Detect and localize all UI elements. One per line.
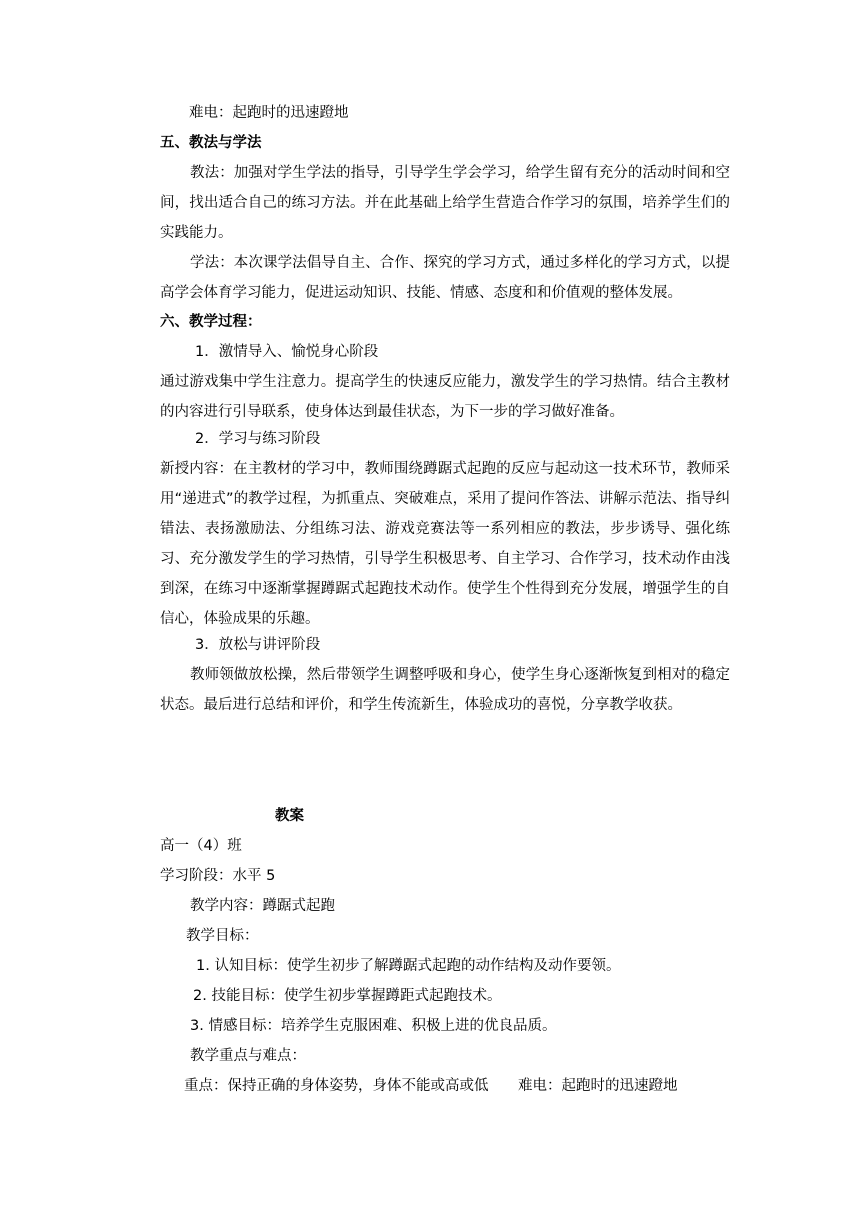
- goal-emotional: 3. 情感目标：培养学生克服困难、积极上进的优良品质。: [190, 1018, 557, 1034]
- lesson-plan-title: 教案: [275, 808, 304, 824]
- class-line: 高一（4）班: [160, 838, 242, 854]
- section-heading-teaching-process: 六、教学过程：: [160, 314, 262, 330]
- keypoints-heading: 教学重点与难点：: [190, 1048, 306, 1064]
- goal-cognitive: 1. 认知目标：使学生初步了解蹲踞式起跑的动作结构及动作要领。: [196, 958, 621, 974]
- learning-method-paragraph: 学法：本次课学法倡导自主、合作、探究的学习方式，通过多样化的学习方式，以提高学会体育学习能力，促进运动知识、技能、情感、态度和和价值观的整体发展。: [160, 255, 730, 301]
- section-heading-teaching-methods: 五、教法与学法: [160, 135, 262, 151]
- stage-2-paragraph: 新授内容：在主教材的学习中，教师围绕蹲踞式起跑的反应与起动这一技术环节，教师采用“递进式”的教学过程，为抓重点、突破难点，采用了提问作答法、讲解示范法、指导纠错法、表扬激励法、分组练习法、游戏竞赛法等一系列相应的教法，步步诱导、强化练习、充分激发学生的学习热情，引导学生积极思考、自主学习、合作学习，技术动作由浅到深，在练习中逐渐掌握蹲踞式起跑技术动作。使学生个性得到充分发展，增强学生的自信心，体验成果的乐趣。: [160, 461, 730, 627]
- goal-skill: 2. 技能目标：使学生初步掌握蹲距式起跑技术。: [193, 988, 502, 1004]
- stage-1-paragraph: 通过游戏集中学生注意力。提高学生的快速反应能力，激发学生的学习热情。结合主教材的内容进行引导联系，使身体达到最佳状态，为下一步的学习做好准备。: [160, 374, 730, 420]
- keypoint-line: 重点：保持正确的身体姿势，身体不能或高或低: [184, 1078, 489, 1094]
- stage-2-title: 2．学习与练习阶段: [195, 431, 321, 447]
- teaching-method-paragraph: 教法：加强对学生学法的指导，引导学生学会学习，给学生留有充分的活动时间和空间，找出适合自己的练习方法。并在此基础上给学生营造合作学习的氛围，培养学生们的实践能力。: [160, 165, 730, 241]
- stage-3-title: 3．放松与讲评阶段: [195, 637, 321, 653]
- teaching-goals-heading: 教学目标：: [186, 928, 259, 944]
- difficulty-line-2: 难电：起跑时的迅速蹬地: [518, 1078, 678, 1094]
- learning-stage-line: 学习阶段：水平 5: [160, 868, 276, 884]
- teaching-content-line: 教学内容：蹲踞式起跑: [190, 898, 335, 914]
- stage-1-title: 1．激情导入、愉悦身心阶段: [195, 344, 379, 360]
- difficulty-line: 难电：起跑时的迅速蹬地: [189, 105, 349, 121]
- stage-3-paragraph: 教师领做放松操，然后带领学生调整呼吸和身心，使学生身心逐渐恢复到相对的稳定状态。最后进行总结和评价，和学生传流新生，体验成功的喜悦，分享教学收获。: [160, 667, 730, 713]
